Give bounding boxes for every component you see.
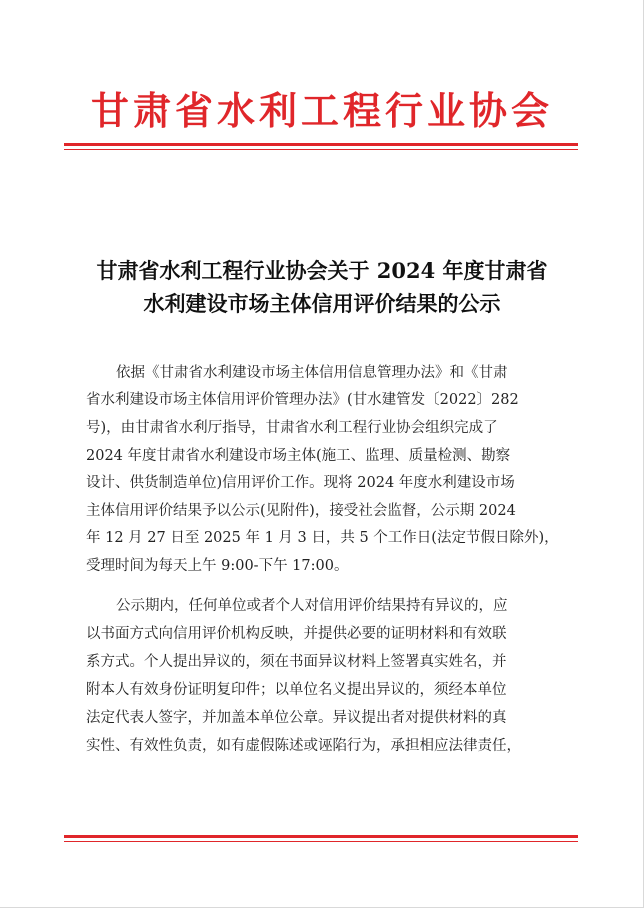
paragraph1-line1: 依据《甘肃省水利建设市场主体信用信息管理办法》和《甘肃 [116,365,508,381]
paragraph1-line5: 设计、供货制造单位)信用评价工作。现将 2024 年度水利建设市场 [86,475,515,491]
paragraph1-line6: 主体信用评价结果予以公示(见附件)，接受社会监督，公示期 2024 [86,503,516,519]
document-title-line1: 甘肃省水利工程行业协会关于 2024 年度甘肃省 [96,258,548,283]
paragraph1-line7: 年 12 月 27 日至 2025 年 1 月 3 日，共 5 个工作日(法定节假日除外)， [86,530,559,546]
letterhead-rule-thin [64,149,578,150]
footer-rule-thick [64,835,578,838]
letterhead-title: 甘肃省水利工程行业协会 [90,88,553,133]
footer-rule-thin [64,841,578,842]
paragraph2-line6: 实性、有效性负责，如有虚假陈述或诬陷行为，承担相应法律责任， [86,738,521,754]
paragraph1-line3: 号)，由甘肃省水利厅指导，甘肃省水利工程行业协会组织完成了 [86,420,498,436]
letterhead-rule-thick [64,143,578,146]
document-title-line2: 水利建设市场主体信用评价结果的公示 [143,291,501,316]
paragraph1-line4: 2024 年度甘肃省水利建设市场主体(施工、监理、质量检测、勘察 [86,448,511,464]
paragraph2-line3: 系方式。个人提出异议的，须在书面异议材料上签署真实姓名，并 [86,654,507,670]
paragraph2-line2: 以书面方式向信用评价机构反映，并提供必要的证明材料和有效联 [86,626,507,642]
paragraph1-line8: 受理时间为每天上午 9:00-下午 17:00。 [86,558,349,574]
paragraph2-line5: 法定代表人签字，并加盖本单位公章。异议提出者对提供材料的真 [86,710,507,726]
paragraph2-line4: 附本人有效身份证明复印件；以单位名义提出异议的，须经本单位 [86,682,507,698]
paragraph2-line1: 公示期内，任何单位或者个人对信用评价结果持有异议的，应 [116,598,508,614]
paragraph1-line2: 省水利建设市场主体信用评价管理办法》(甘水建管发〔2022〕282 [86,392,519,408]
